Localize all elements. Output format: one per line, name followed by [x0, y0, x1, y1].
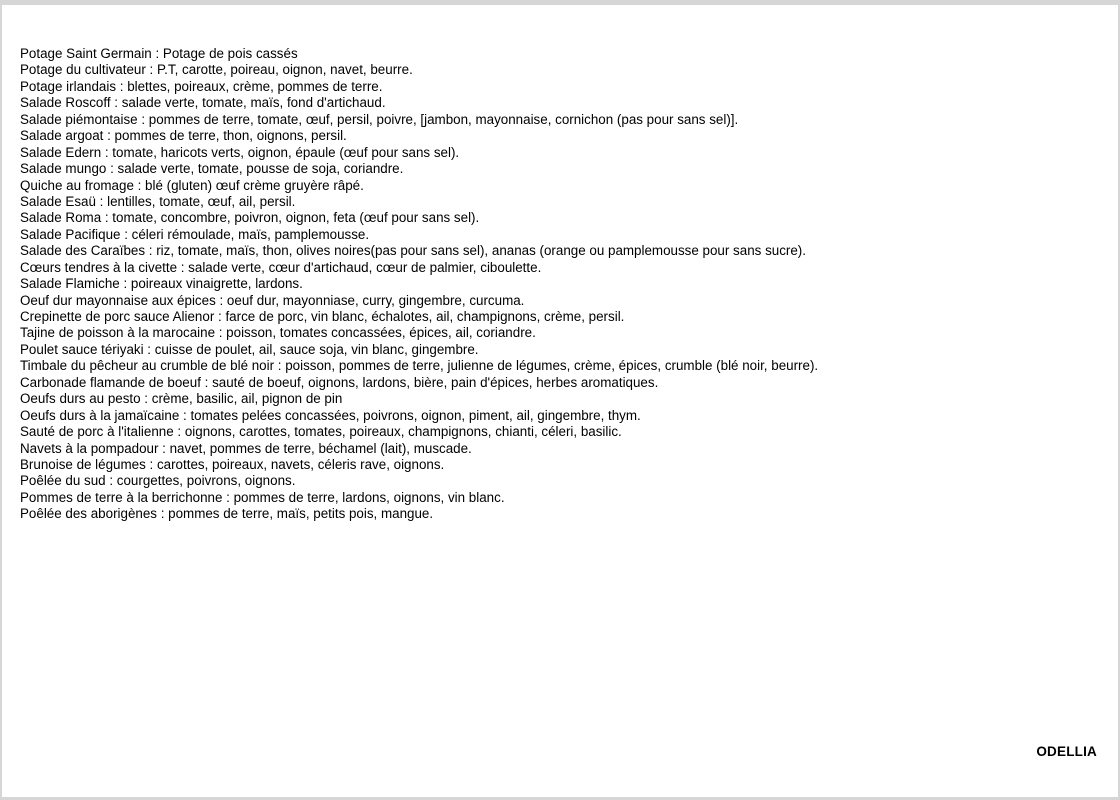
recipe-line: Poêlée des aborigènes : pommes de terre, maïs, petits pois, mangue.: [20, 506, 434, 522]
footer-brand: ODELLIA: [1036, 744, 1097, 759]
recipe-line: Oeufs durs au pesto : crème, basilic, ail, pignon de pin: [20, 391, 343, 407]
recipe-list: [20, 46, 818, 523]
recipe-line: Potage du cultivateur : P.T, carotte, poireau, oignon, navet, beurre.: [20, 62, 413, 78]
recipe-line: Potage Saint Germain : Potage de pois cassés: [20, 46, 298, 61]
recipe-line: Carbonade flamande de boeuf : sauté de boeuf, oignons, lardons, bière, pain d'épices, herbes aromatiques.: [20, 374, 659, 390]
recipe-line: Salade Esaü : lentilles, tomate, œuf, ail, persil.: [20, 193, 296, 209]
recipe-line: Salade mungo : salade verte, tomate, pousse de soja, coriandre.: [20, 161, 404, 177]
recipe-line: Timbale du pêcheur au crumble de blé noir : poisson, pommes de terre, julienne de légumes, crème, épices, crumble (blé noir, beurre).: [20, 358, 819, 374]
document-page: [2, 5, 1118, 797]
recipe-line: Poêlée du sud : courgettes, poivrons, oignons.: [20, 473, 296, 489]
recipe-line: Salade argoat : pommes de terre, thon, oignons, persil.: [20, 128, 347, 144]
recipe-line: Sauté de porc à l'italienne : oignons, carottes, tomates, poireaux, champignons, chianti, céleri, basilic.: [20, 424, 622, 440]
recipe-line: Salade Roscoff : salade verte, tomate, maïs, fond d'artichaud.: [20, 95, 386, 111]
recipe-line: Salade des Caraïbes : riz, tomate, maïs, thon, olives noires(pas pour sans sel), ananas (orange ou pamplemousse pour sans sucre).: [20, 243, 806, 259]
recipe-line: Salade piémontaise : pommes de terre, tomate, œuf, persil, poivre, [jambon, mayonnaise, cornichon (pas pour sans sel)].: [20, 111, 739, 127]
recipe-line: Salade Roma : tomate, concombre, poivron, oignon, feta (œuf pour sans sel).: [20, 210, 480, 226]
recipe-line: Quiche au fromage : blé (gluten) œuf crème gruyère râpé.: [20, 177, 364, 193]
recipe-line: Salade Flamiche : poireaux vinaigrette, lardons.: [20, 276, 303, 292]
recipe-line: Potage irlandais : blettes, poireaux, crème, pommes de terre.: [20, 78, 383, 94]
recipe-line: Salade Pacifique : céleri rémoulade, maïs, pamplemousse.: [20, 226, 370, 242]
recipe-line: Tajine de poisson à la marocaine : poisson, tomates concassées, épices, ail, coriandre.: [20, 325, 536, 341]
recipe-line: Oeufs durs à la jamaïcaine : tomates pelées concassées, poivrons, oignon, piment, ail, gingembre, thym.: [20, 407, 641, 423]
recipe-line: Salade Edern : tomate, haricots verts, oignon, épaule (œuf pour sans sel).: [20, 144, 460, 160]
recipe-line: Cœurs tendres à la civette : salade verte, cœur d'artichaud, cœur de palmier, ciboulette.: [20, 259, 542, 275]
recipe-line: Crepinette de porc sauce Alienor : farce de porc, vin blanc, échalotes, ail, champignons, crème, persil.: [20, 309, 625, 324]
recipe-line: Pommes de terre à la berrichonne : pommes de terre, lardons, oignons, vin blanc.: [20, 489, 505, 505]
recipe-line: Brunoise de légumes : carottes, poireaux, navets, céleris rave, oignons.: [20, 456, 445, 472]
recipe-line: Navets à la pompadour : navet, pommes de terre, béchamel (lait), muscade.: [20, 440, 472, 456]
recipe-line: Oeuf dur mayonnaise aux épices : oeuf dur, mayonniase, curry, gingembre, curcuma.: [20, 292, 525, 308]
recipe-line: Poulet sauce tériyaki : cuisse de poulet, ail, sauce soja, vin blanc, gingembre.: [20, 341, 479, 357]
